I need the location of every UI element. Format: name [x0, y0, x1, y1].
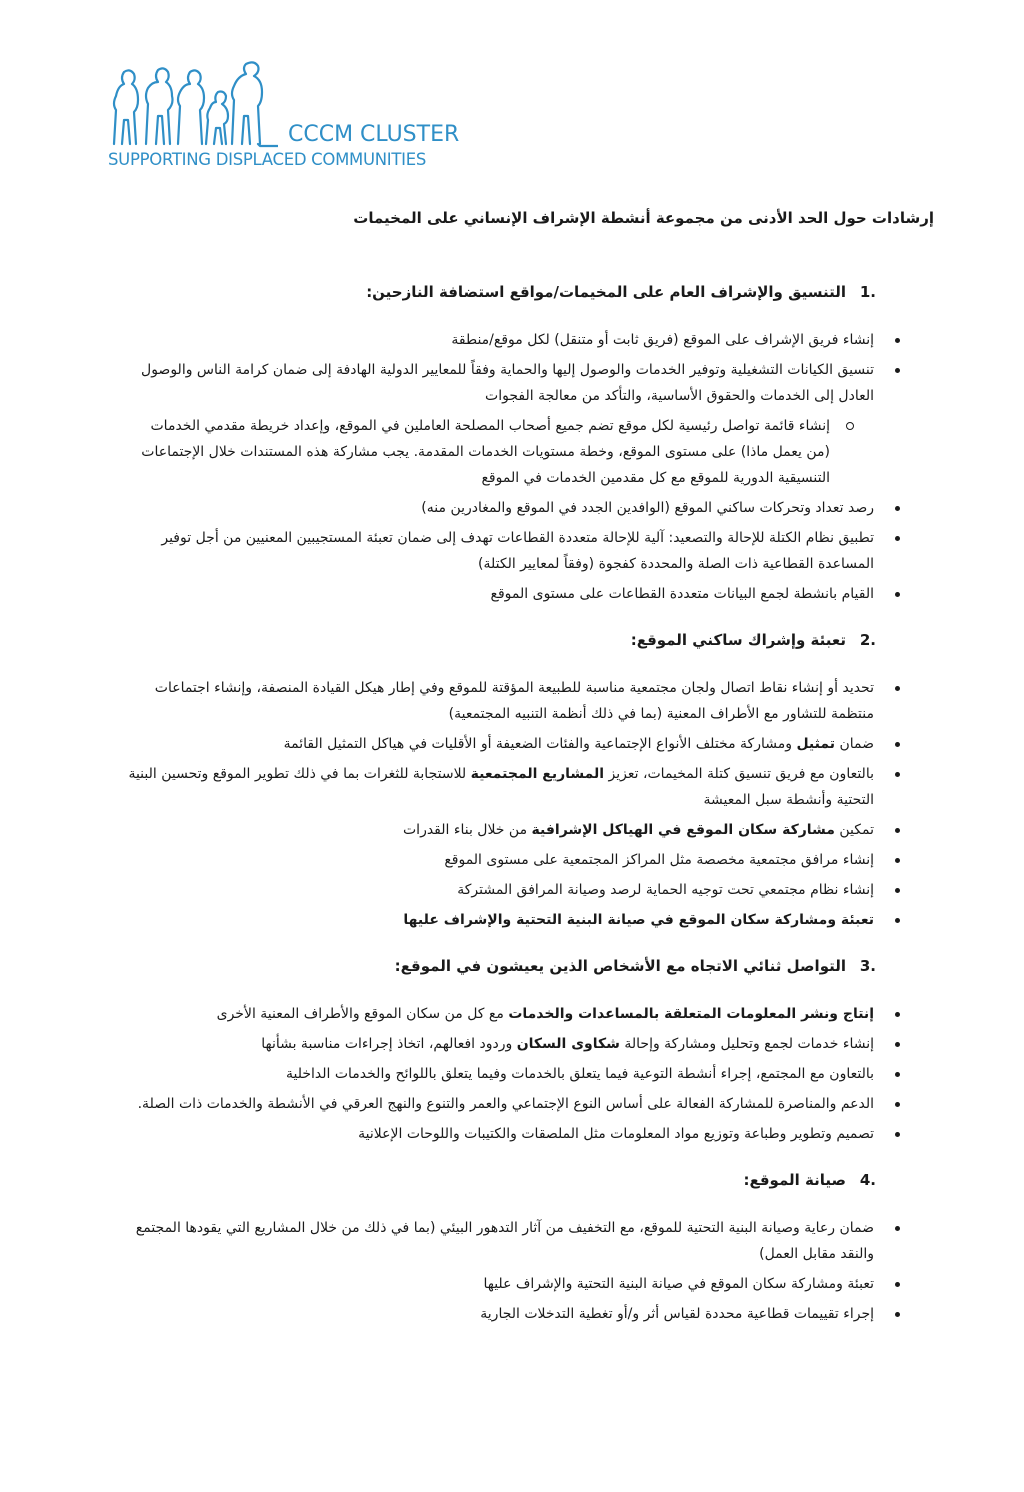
item-text: بالتعاون مع فريق تنسيق كتلة المخيمات، تعزيز	[604, 766, 874, 782]
item-text: إنشاء قائمة تواصل رئيسية لكل موقع تضم جميع أصحاب المصلحة العاملين في الموقع، وإعداد خريطة مقدمي الخدمات (من يعمل ماذا) على مستوى الموقع، وخطة مستويات الخدمات المقدمة. يجب مشاركة هذه المستندات خلال الإجتماعات التنسيقية الدورية للموقع مع كل مقدمين الخدمات في الموقع	[141, 418, 830, 486]
emphasis-text: المشاريع المجتمعية	[470, 766, 605, 782]
item-text: إنشاء فريق الإشراف على الموقع (فريق ثابت أو متنقل) لكل موقع/منطقة	[451, 332, 874, 348]
emphasis-text: شكاوى السكان	[516, 1036, 620, 1052]
item-text: رصد تعداد وتحركات ساكني الموقع (الوافدين الجدد في الموقع والمغادرين منه)	[421, 500, 874, 516]
emphasis-text: إنتاج ونشر المعلومات المتعلقة بالمساعدات والخدمات	[508, 1006, 874, 1022]
emphasis-text: تعبئة ومشاركة سكان الموقع في صيانة البنية التحتية والإشراف عليها	[403, 912, 874, 928]
list-item	[108, 1091, 936, 1117]
sections-container	[108, 279, 936, 1327]
document-body	[108, 205, 936, 1347]
bullet-list	[108, 1001, 936, 1147]
list-item	[108, 1301, 936, 1327]
item-text: تصميم وتطوير وطباعة وتوزيع مواد المعلومات مثل الملصقات والكتيبات واللوحات الإعلانية	[358, 1126, 874, 1142]
list-item	[108, 761, 936, 813]
section-heading	[108, 279, 936, 305]
item-text: تمكين	[834, 822, 874, 838]
section-heading-text: التواصل ثنائي الاتجاه مع الأشخاص الذين يعيشون في الموقع:	[394, 957, 846, 975]
section-2	[108, 627, 936, 933]
item-text: إنشاء خدمات لجمع وتحليل ومشاركة وإحالة	[619, 1036, 874, 1052]
list-item	[108, 525, 936, 577]
item-text: تحديد أو إنشاء نقاط اتصال ولجان مجتمعية مناسبة للطبيعة المؤقتة للموقع وفي إطار هيكل القيادة المنصفة، وإنشاء اجتماعات منتظمة للتشاور مع الأطراف المعنية (بما في ذلك أنظمة التنبيه المجتمعية)	[154, 680, 874, 722]
section-number: .4	[859, 1171, 876, 1189]
document-title: إرشادات حول الحد الأدنى من مجموعة أنشطة الإشراف الإنساني على المخيمات	[353, 209, 934, 227]
section-4	[108, 1167, 936, 1327]
section-heading	[108, 953, 936, 979]
list-item	[108, 675, 936, 727]
bullet-list	[108, 1215, 936, 1327]
list-item	[108, 731, 936, 757]
displaced-people-figures-icon	[108, 60, 278, 150]
section-heading-text: تعبئة وإشراك ساكني الموقع:	[630, 631, 846, 649]
section-number: .3	[859, 957, 876, 975]
cccm-logo	[108, 60, 468, 175]
section-heading	[108, 1167, 936, 1193]
section-heading	[108, 627, 936, 653]
section-number: .1	[859, 283, 876, 301]
list-item	[108, 1215, 936, 1267]
item-text: للاستجابة للثغرات بما في ذلك تطوير الموقع وتحسين البنية التحتية وأنشطة سبل المعيشة	[128, 766, 874, 808]
item-text: القيام بانشطة لجمع البيانات متعددة القطاعات على مستوى الموقع	[490, 586, 874, 602]
sub-list	[108, 413, 936, 491]
emphasis-text: تمثيل	[796, 736, 836, 752]
cluster-name: CCCM CLUSTER	[288, 122, 460, 147]
item-text: مع كل من سكان الموقع والأطراف المعنية الأخرى	[216, 1006, 509, 1022]
list-item	[108, 581, 936, 607]
item-text: إنشاء نظام مجتمعي تحت توجيه الحماية لرصد وصيانة المرافق المشتركة	[457, 882, 874, 898]
list-item	[108, 817, 936, 843]
item-text: إنشاء مرافق مجتمعية مخصصة مثل المراكز المجتمعية على مستوى الموقع	[444, 852, 874, 868]
item-text: تعبئة ومشاركة سكان الموقع في صيانة البنية التحتية والإشراف عليها	[483, 1276, 874, 1292]
item-text: تنسيق الكيانات التشغيلية وتوفير الخدمات والوصول إليها والحماية وفقاً للمعايير الدولية الهادفة إلى ضمان كرامة الناس والوصول العادل إلى الخدمات والحقوق الأساسية، والتأكد من معالجة الفجوات	[141, 362, 874, 404]
cluster-tagline: SUPPORTING DISPLACED COMMUNITIES	[108, 150, 426, 169]
list-item	[108, 1271, 936, 1297]
list-item	[108, 1061, 936, 1087]
section-heading-text: صيانة الموقع:	[743, 1171, 846, 1189]
item-text: وردود افعالهم، اتخاذ إجراءات مناسبة بشأنها	[261, 1036, 517, 1052]
section-1	[108, 279, 936, 607]
list-item	[108, 877, 936, 903]
list-item	[108, 327, 936, 353]
list-item	[108, 1001, 936, 1027]
item-text: ضمان	[835, 736, 874, 752]
section-number: .2	[859, 631, 876, 649]
bullet-list	[108, 327, 936, 607]
section-heading-text: التنسيق والإشراف العام على المخيمات/مواقع استضافة النازحين:	[366, 283, 846, 301]
item-text: إجراء تقييمات قطاعية محددة لقياس أثر و/أو تغطية التدخلات الجارية	[480, 1306, 874, 1322]
list-item	[108, 907, 936, 933]
list-item	[108, 1121, 936, 1147]
item-text: بالتعاون مع المجتمع، إجراء أنشطة التوعية فيما يتعلق بالخدمات وفيما يتعلق باللوائح والخدمات الداخلية	[285, 1066, 874, 1082]
bullet-list	[108, 675, 936, 933]
list-item	[108, 357, 936, 409]
list-item	[108, 1031, 936, 1057]
item-text: تطبيق نظام الكتلة للإحالة والتصعيد: آلية للإحالة متعددة القطاعات تهدف إلى ضمان تعبئة المستجيبين المعنيين من أجل توفير المساعدة القطاعية ذات الصلة والمحددة كفجوة (وفقاً لمعايير الكتلة)	[161, 530, 874, 572]
sub-list-item	[108, 413, 936, 491]
list-item	[108, 847, 936, 873]
item-text: ومشاركة مختلف الأنواع الإجتماعية والفئات الضعيفة أو الأقليات في هياكل التمثيل القائمة	[283, 736, 797, 752]
emphasis-text: مشاركة سكان الموقع في الهياكل الإشرافية	[531, 822, 835, 838]
item-text: ضمان رعاية وصيانة البنية التحتية للموقع، مع التخفيف من آثار التدهور البيئي (بما في ذلك من خلال المشاريع التي يقودها المجتمع والنقد مقابل العمل)	[135, 1220, 874, 1262]
list-item	[108, 495, 936, 521]
item-text: الدعم والمناصرة للمشاركة الفعالة على أساس النوع الإجتماعي والعمر والتنوع والنهج العرقي في الأنشطة والخدمات ذات الصلة.	[137, 1096, 874, 1112]
section-3	[108, 953, 936, 1147]
item-text: من خلال بناء القدرات	[403, 822, 532, 838]
